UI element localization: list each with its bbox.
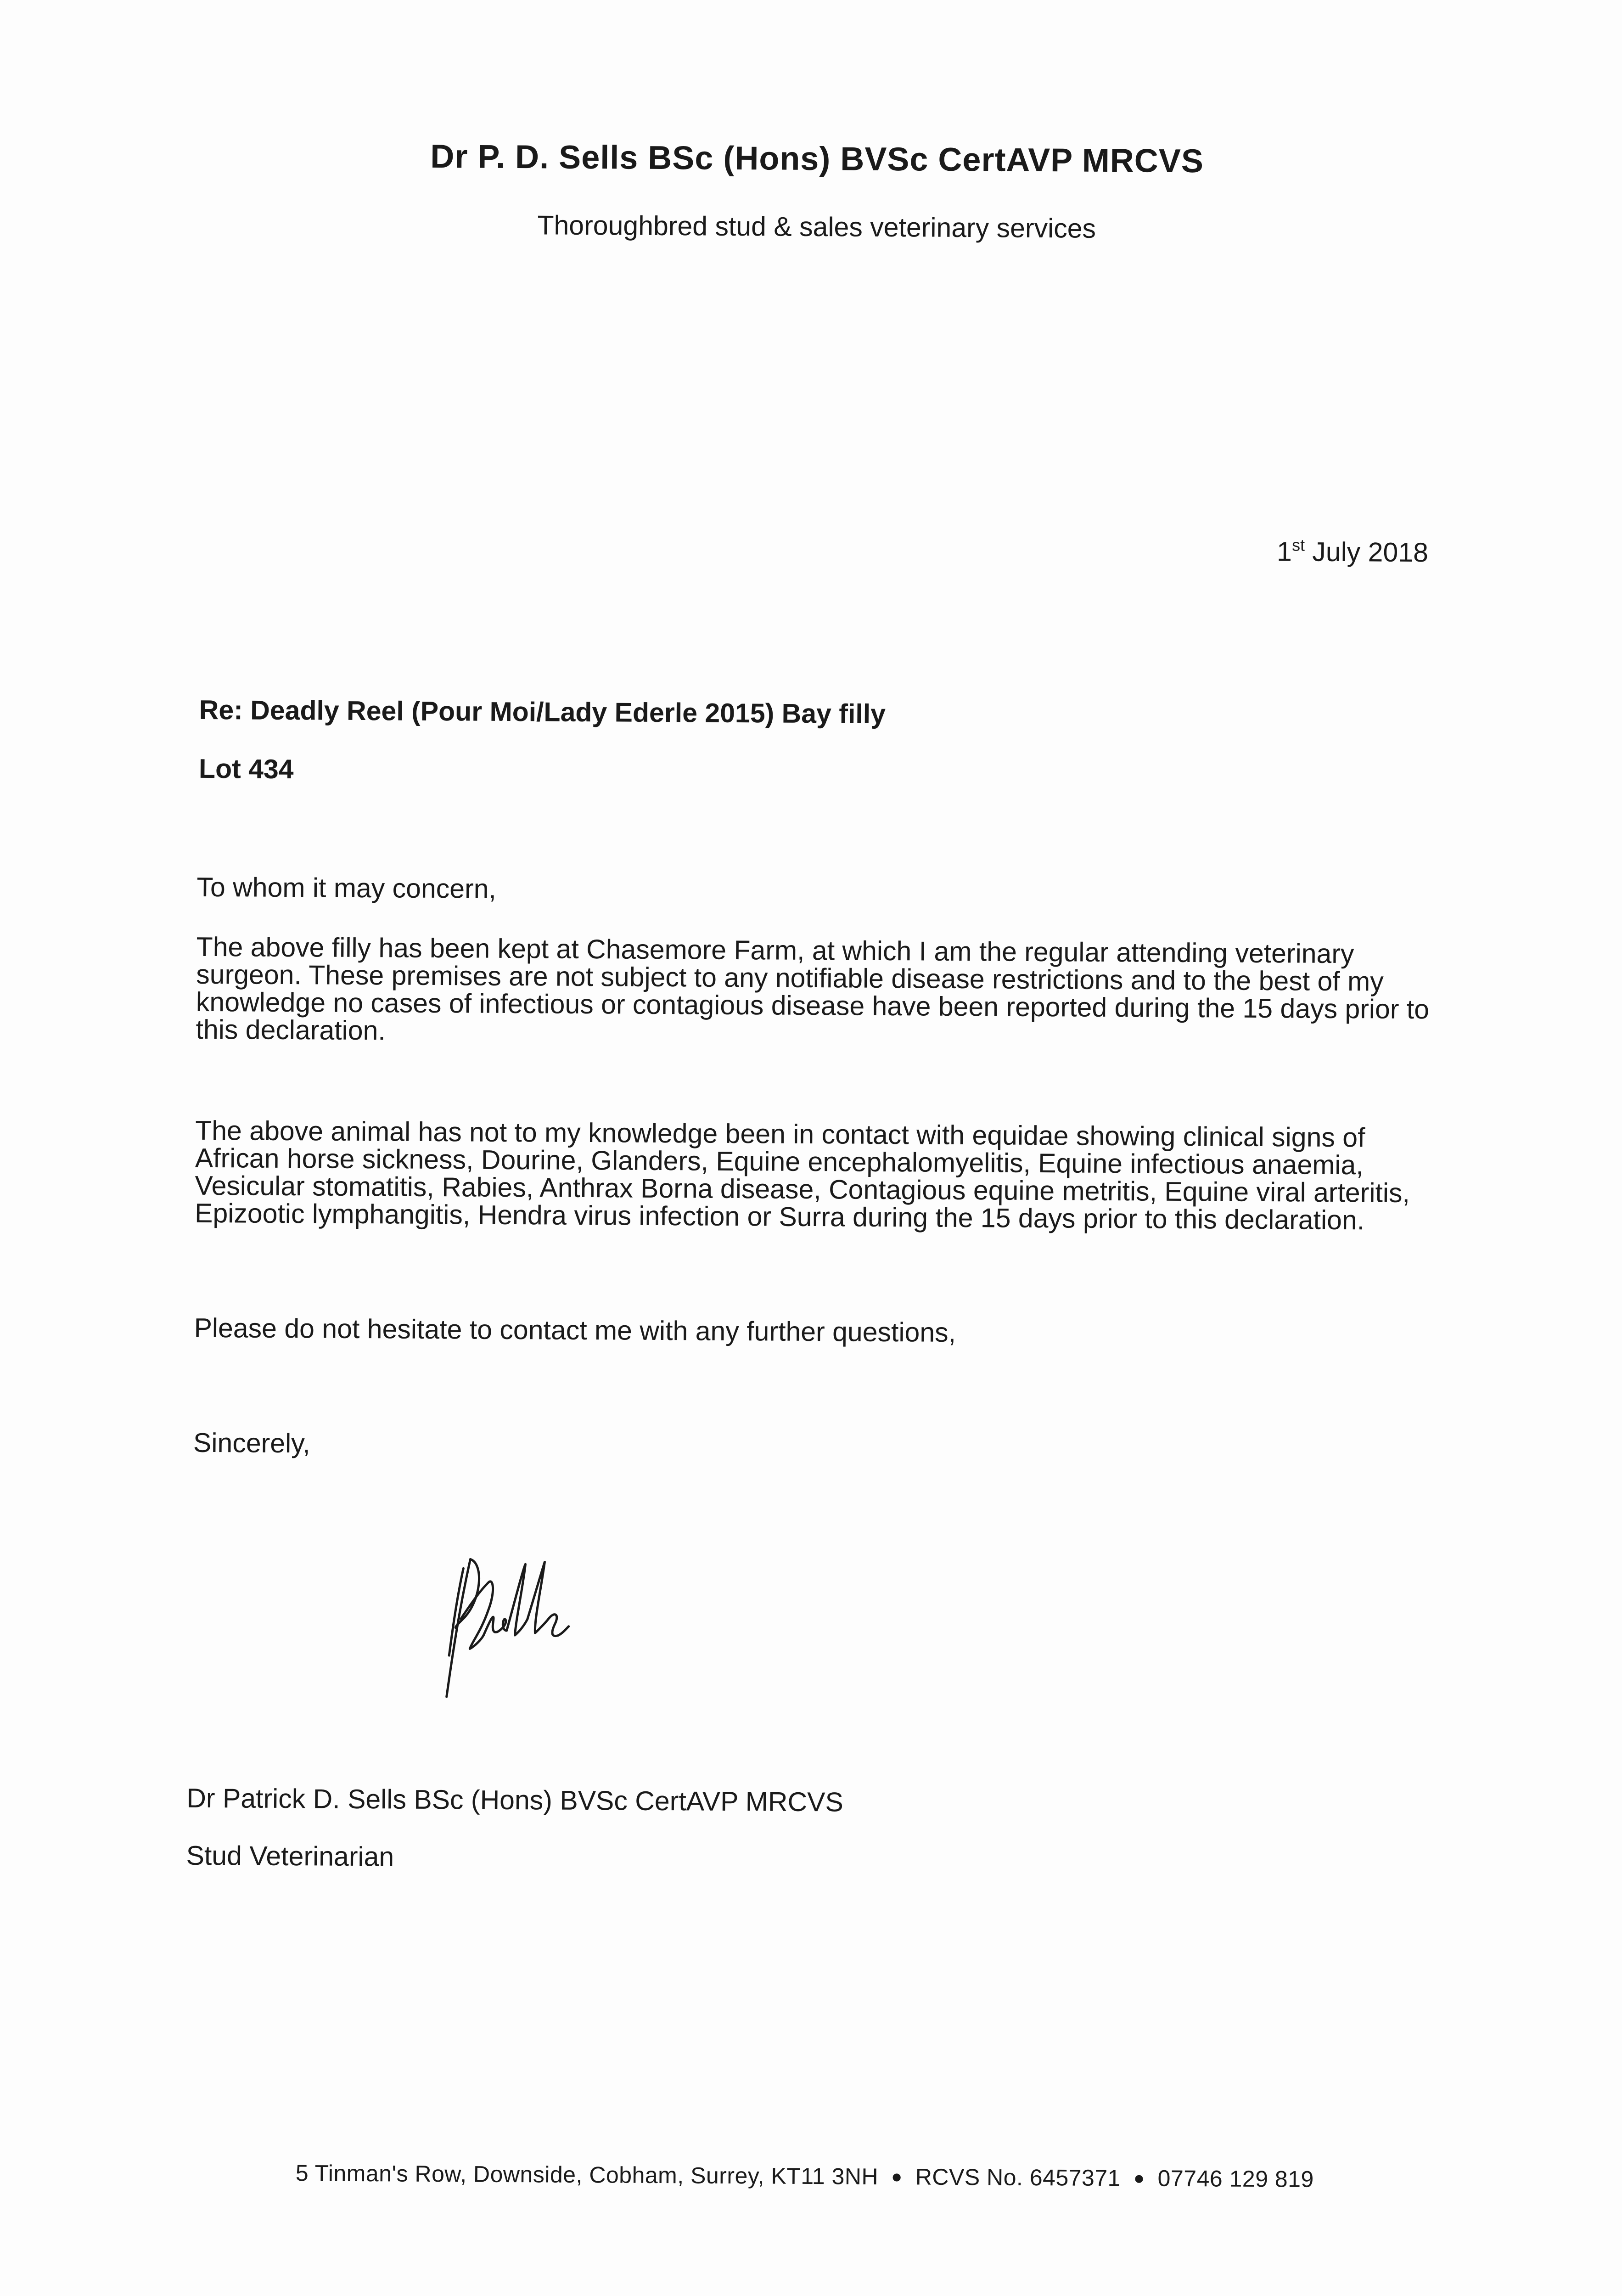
date-month-year: July 2018 bbox=[1312, 536, 1429, 568]
paragraph-contact: Please do not hesitate to contact me with any further questions, bbox=[194, 1312, 956, 1348]
footer-phone: 07746 129 819 bbox=[1157, 2165, 1314, 2192]
paragraph-disease-contact: The above animal has not to my knowledge been in contact with equidae showing clinical signs of African horse sickness, Dourine, Glanders, Equine encephalomyelitis, Equine infectious anaemia, Vesicular stomatitis, Rabies, Anthrax Borna disease, Contagious equine metritis, Equine viral arteritis, Epizootic lymphangitis, Hendra virus infection or Surra during the 15 days prior to this declaration. bbox=[194, 1115, 1410, 1236]
footer-contact bbox=[0, 2158, 1616, 2195]
paragraph-premises: The above filly has been kept at Chasemore Farm, at which I am the regular attending veterinary surgeon. These premises are not subject to any notifiable disease restrictions and to the best of my knowledge no cases of infectious or contagious disease have been reported during the 15 days prior to this declaration. bbox=[196, 931, 1430, 1046]
footer-address: 5 Tinman's Row, Downside, Cobham, Surrey, KT11 3NH bbox=[295, 2160, 879, 2189]
footer-rcvs: RCVS No. 6457371 bbox=[915, 2164, 1121, 2191]
letterhead-subtitle: Thoroughbred stud & sales veterinary services bbox=[537, 210, 1096, 244]
footer-separator-icon: ● bbox=[1133, 2168, 1145, 2189]
footer-separator-icon: ● bbox=[891, 2167, 903, 2187]
salutation: To whom it may concern, bbox=[196, 872, 497, 904]
date-day: 1 bbox=[1276, 536, 1292, 567]
date-suffix: st bbox=[1291, 535, 1305, 555]
subject-line: Re: Deadly Reel (Pour Moi/Lady Ederle 2015) Bay filly bbox=[199, 694, 886, 729]
signature bbox=[438, 1550, 576, 1702]
closing: Sincerely, bbox=[193, 1427, 310, 1459]
signature-text: PDSells bbox=[438, 1550, 440, 1551]
letterhead-name: Dr P. D. Sells BSc (Hons) BVSc CertAVP MRCVS bbox=[430, 138, 1204, 180]
lot-number: Lot 434 bbox=[198, 753, 294, 785]
signer-title: Stud Veterinarian bbox=[186, 1840, 394, 1872]
letter-date bbox=[1277, 535, 1428, 568]
signer-name: Dr Patrick D. Sells BSc (Hons) BVSc CertAVP MRCVS bbox=[186, 1783, 844, 1818]
